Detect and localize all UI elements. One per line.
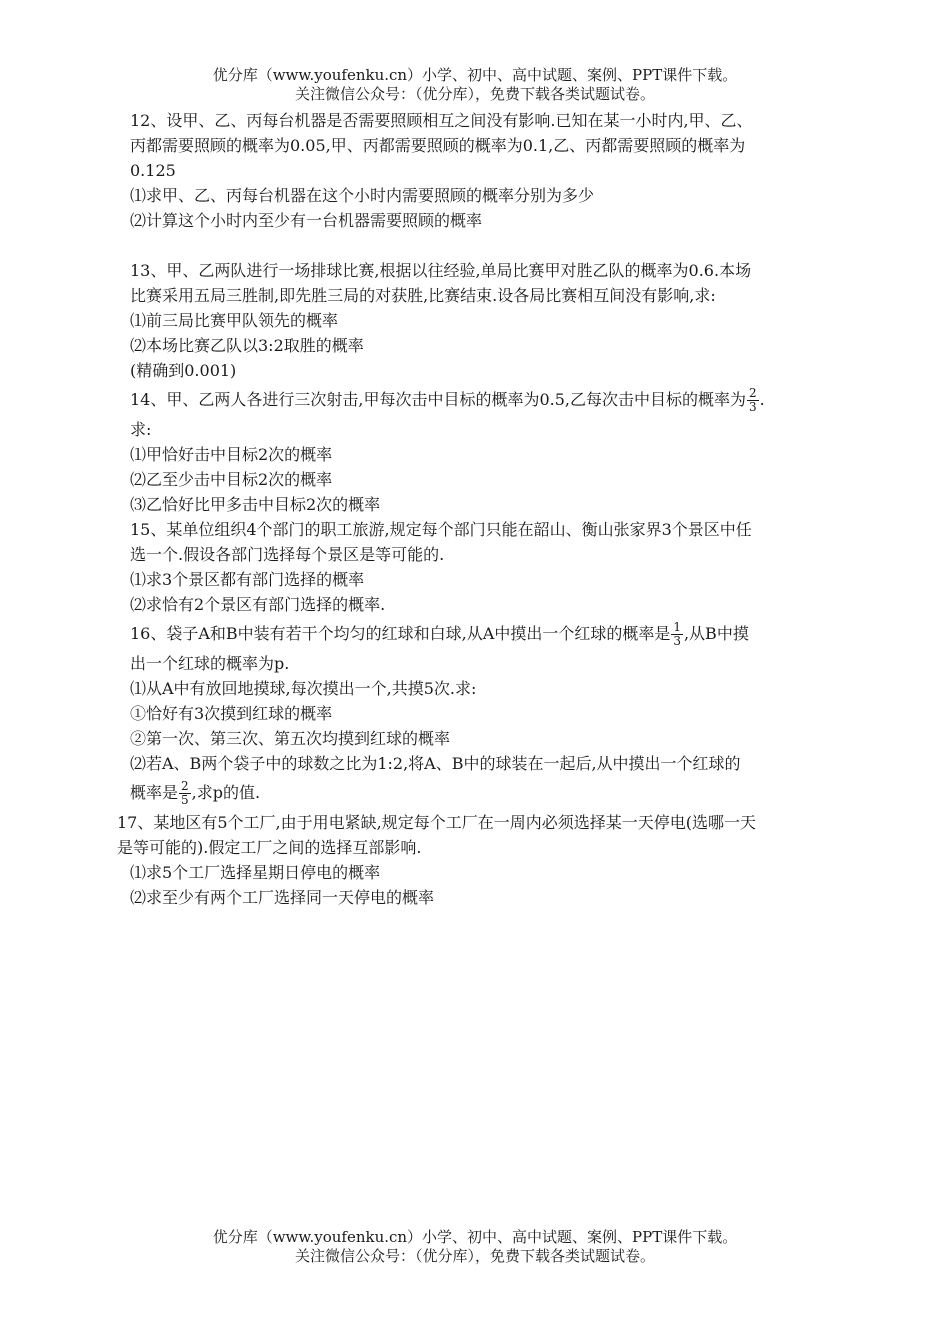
document-body <box>117 108 865 910</box>
q16-line-1 <box>130 617 865 651</box>
q14-line-1-text: 14、甲、乙两人各进行三次射击,甲每次击中目标的概率为0.5,乙每次击中目标的概率为 <box>130 390 746 409</box>
q14-part-3: ⑶乙恰好比甲多击中目标2次的概率 <box>130 495 381 514</box>
q15-part-2: ⑵求恰有2个景区有部门选择的概率. <box>130 595 386 614</box>
q16-sub-2: ②第一次、第三次、第五次均摸到红球的概率 <box>130 729 451 748</box>
footer-line-2: 关注微信公众号：（优分库），免费下载各类试题试卷。 <box>294 1247 655 1265</box>
q13-line-2: 比赛采用五局三胜制,即先胜三局的对获胜,比赛结束.设各局比赛相互间没有影响,求: <box>130 286 716 305</box>
fraction-one-third <box>671 621 683 648</box>
question-17 <box>117 810 865 910</box>
fraction-two-fifths <box>179 780 191 807</box>
q12-part-1: ⑴求甲、乙、丙每台机器在这个小时内需要照顾的概率分别为多少 <box>130 186 595 205</box>
q15-line-2: 选一个.假设各部门选择每个景区是等可能的. <box>130 545 445 564</box>
q12-line-1: 12、设甲、乙、丙每台机器是否需要照顾相互之间没有影响.已知在某一小时内,甲、乙、 <box>130 111 753 130</box>
question-12 <box>130 108 865 233</box>
q16-sub-1: ①恰好有3次摸到红球的概率 <box>130 704 333 723</box>
question-15 <box>130 517 865 617</box>
fraction-denominator: 3 <box>748 400 757 414</box>
page-footer <box>0 1228 950 1266</box>
q15-part-1: ⑴求3个景区都有部门选择的概率 <box>130 570 365 589</box>
header-line-1: 优分库（www.youfenku.cn）小学、初中、高中试题、案例、PPT课件下载。 <box>212 66 738 84</box>
q13-part-1: ⑴前三局比赛甲队领先的概率 <box>130 311 339 330</box>
q14-line-2: 求: <box>130 420 152 439</box>
q17-part-1: ⑴求5个工厂选择星期日停电的概率 <box>130 863 381 882</box>
q14-part-2: ⑵乙至少击中目标2次的概率 <box>130 470 333 489</box>
fraction-numerator: 2 <box>748 386 757 400</box>
q16-line-1-end: ,从B中摸 <box>683 624 749 643</box>
question-14 <box>130 383 865 517</box>
q16-part-1: ⑴从A中有放回地摸球,每次摸出一个,共摸5次.求: <box>130 679 477 698</box>
q17-line-2: 是等可能的).假定工厂之间的选择互部影响. <box>117 838 422 857</box>
question-13 <box>130 258 865 383</box>
footer-line-1: 优分库（www.youfenku.cn）小学、初中、高中试题、案例、PPT课件下载。 <box>212 1228 738 1246</box>
q12-part-2: ⑵计算这个小时内至少有一台机器需要照顾的概率 <box>130 211 483 230</box>
q17-part-2: ⑵求至少有两个工厂选择同一天停电的概率 <box>130 888 435 907</box>
question-16 <box>130 617 865 810</box>
q16-line-6 <box>130 776 865 810</box>
spacer <box>130 233 865 258</box>
fraction-two-thirds <box>747 387 759 414</box>
q16-line-6-text: 概率是 <box>130 783 179 802</box>
page-header <box>0 66 950 104</box>
header-line-2: 关注微信公众号：（优分库），免费下载各类试题试卷。 <box>294 85 655 103</box>
q16-line-6-end: ,求p的值. <box>191 783 261 802</box>
fraction-numerator: 2 <box>181 779 189 793</box>
fraction-denominator: 5 <box>181 793 189 807</box>
q16-part-2: ⑵若A、B两个袋子中的球数之比为1:2,将A、B中的球装在一起后,从中摸出一个红球的 <box>130 754 741 773</box>
q14-line-1 <box>130 383 865 417</box>
q17-line-1: 17、某地区有5个工厂,由于用电紧缺,规定每个工厂在一周内必须选择某一天停电(选哪一天 <box>117 813 756 832</box>
q12-line-3: 0.125 <box>130 161 176 180</box>
q13-part-3: (精确到0.001) <box>130 361 237 380</box>
q16-line-2: 出一个红球的概率为p. <box>130 654 290 673</box>
fraction-numerator: 1 <box>673 620 681 634</box>
q16-line-1-text: 16、袋子A和B中装有若干个均匀的红球和白球,从A中摸出一个红球的概率是 <box>130 624 671 643</box>
q13-part-2: ⑵本场比赛乙队以3:2取胜的概率 <box>130 336 364 355</box>
q15-line-1: 15、某单位组织4个部门的职工旅游,规定每个部门只能在韶山、衡山张家界3个景区中任 <box>130 520 752 539</box>
q14-line-1-end: . <box>759 390 765 409</box>
q12-line-2: 丙都需要照顾的概率为0.05,甲、丙都需要照顾的概率为0.1,乙、丙都需要照顾的概率为 <box>130 136 746 155</box>
q13-line-1: 13、甲、乙两队进行一场排球比赛,根据以往经验,单局比赛甲对胜乙队的概率为0.6.本场 <box>130 261 752 280</box>
fraction-denominator: 3 <box>673 634 681 648</box>
q14-part-1: ⑴甲恰好击中目标2次的概率 <box>130 445 333 464</box>
